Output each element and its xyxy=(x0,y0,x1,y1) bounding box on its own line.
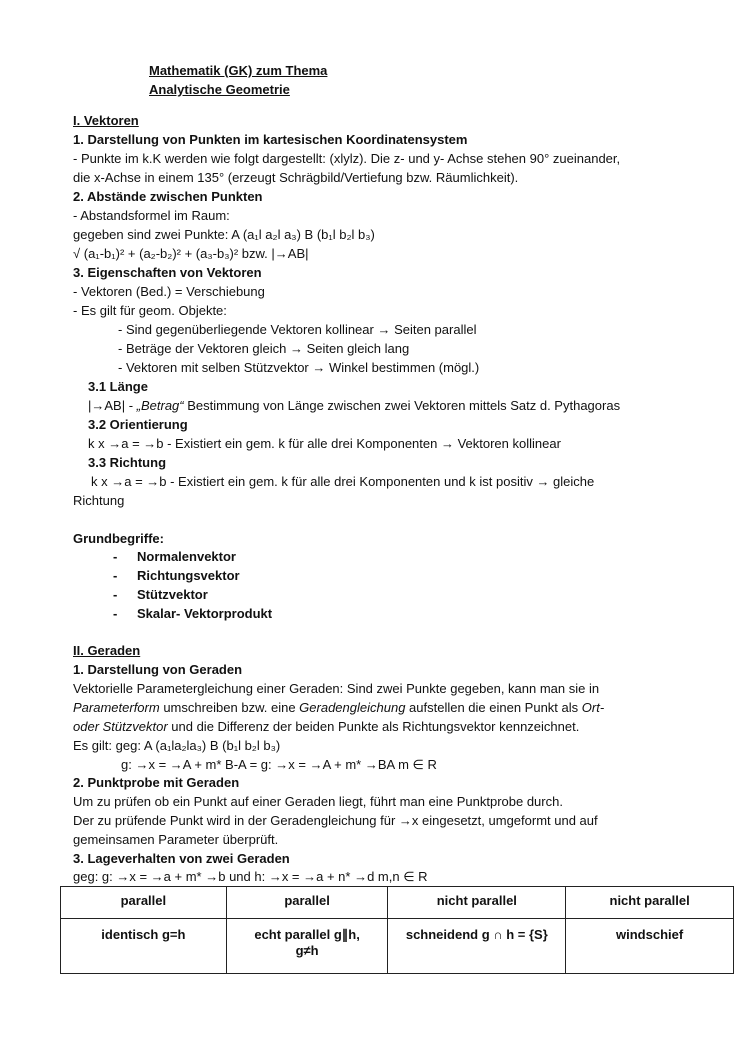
paragraph-line: Der zu prüfende Punkt wird in der Geradengleichung für →x eingesetzt, umgeformt und auf xyxy=(73,813,598,828)
bullet-dash: - xyxy=(113,606,118,621)
grundbegriff-item: Richtungsvektor xyxy=(137,568,240,583)
paragraph-line: - Vektoren (Bed.) = Verschiebung xyxy=(73,284,265,299)
paragraph-line: die x-Achse in einem 135° (erzeugt Schrägbild/Vertiefung bzw. Räumlichkeit). xyxy=(73,170,519,185)
list-item: - Beträge der Vektoren gleich → Seiten gleich lang xyxy=(118,341,410,356)
cell-line: echt parallel g∥h, xyxy=(254,927,360,942)
table-cell: identisch g=h xyxy=(61,919,227,974)
paragraph-line-laenge xyxy=(88,397,620,414)
paragraph-line: Um zu prüfen ob ein Punkt auf einer Geraden liegt, führt man eine Punktprobe durch. xyxy=(73,794,563,809)
bullet-dash: - xyxy=(113,568,118,583)
subheading-abstaende: 2. Abstände zwischen Punkten xyxy=(73,189,263,204)
subheading-laenge: 3.1 Länge xyxy=(88,379,148,394)
paragraph-line: gegeben sind zwei Punkte: A (a₁l a₂l a₃) B (b₁l b₂l b₃) xyxy=(73,227,375,242)
subheading-punktprobe: 2. Punktprobe mit Geraden xyxy=(73,775,240,790)
section-heading-geraden: II. Geraden xyxy=(73,643,141,658)
paragraph-line: k x →a = →b - Existiert ein gem. k für alle drei Komponenten und k ist positiv → gleiche xyxy=(91,474,595,489)
paragraph-line: - Punkte im k.K werden wie folgt dargestellt: (xlylz). Die z- und y- Achse stehen 90° zueinander, xyxy=(73,151,621,166)
italic-term: oder Stützvektor xyxy=(73,719,168,734)
grundbegriff-item: Stützvektor xyxy=(137,587,208,602)
paragraph-line-stuetzvektor xyxy=(73,718,579,735)
paragraph-line: - Abstandsformel im Raum: xyxy=(73,208,230,223)
table-header-cell: nicht parallel xyxy=(388,887,566,919)
paragraph-line: Es gilt: geg: A (a₁la₂la₃) B (b₁l b₂l b₃) xyxy=(73,738,281,753)
table-cell-echt-parallel xyxy=(226,919,388,974)
paragraph-line: Richtung xyxy=(73,493,125,508)
italic-term: Parameterform xyxy=(73,700,160,715)
bullet-dash: - xyxy=(113,587,118,602)
subheading-richtung: 3.3 Richtung xyxy=(88,455,167,470)
paragraph-line: Vektorielle Parametergleichung einer Geraden: Sind zwei Punkte gegeben, kann man sie in xyxy=(73,681,600,696)
subheading-darstellung-geraden: 1. Darstellung von Geraden xyxy=(73,662,243,677)
subheading-eigenschaften: 3. Eigenschaften von Vektoren xyxy=(73,265,262,280)
table-row xyxy=(61,919,734,974)
subheading-lageverhalten: 3. Lageverhalten von zwei Geraden xyxy=(73,851,290,866)
italic-term: Ort- xyxy=(581,700,605,715)
grundbegriff-item: Skalar- Vektorprodukt xyxy=(137,606,273,621)
table-header-cell: parallel xyxy=(61,887,227,919)
paragraph-line: geg: g: →x = →a + m* →b und h: →x = →a + n* →d m,n ∈ R xyxy=(73,869,428,884)
italic-term: „Betrag“ xyxy=(136,398,184,413)
paragraph-line: - Es gilt für geom. Objekte: xyxy=(73,303,227,318)
grundbegriffe-heading: Grundbegriffe: xyxy=(73,531,164,546)
doc-title-line1: Mathematik (GK) zum Thema xyxy=(149,63,328,78)
subheading-darstellung-punkte: 1. Darstellung von Punkten im kartesischen Koordinatensystem xyxy=(73,132,468,147)
italic-term: Geradengleichung xyxy=(299,700,406,715)
table-cell: windschief xyxy=(566,919,734,974)
grundbegriff-item: Normalenvektor xyxy=(137,549,236,564)
table-header-cell: parallel xyxy=(226,887,388,919)
text-span: Bestimmung von Länge zwischen zwei Vektoren mittels Satz d. Pythagoras xyxy=(183,398,621,413)
bullet-dash: - xyxy=(113,549,118,564)
subheading-orientierung: 3.2 Orientierung xyxy=(88,417,188,432)
text-span: aufstellen die einen Punkt als xyxy=(405,700,582,715)
list-item: - Vektoren mit selben Stützvektor → Winkel bestimmen (mögl.) xyxy=(118,360,480,375)
table-header-cell: nicht parallel xyxy=(566,887,734,919)
paragraph-line: gemeinsamen Parameter überprüft. xyxy=(73,832,279,847)
cell-line: g≠h xyxy=(295,943,319,958)
list-item: - Sind gegenüberliegende Vektoren kollinear → Seiten parallel xyxy=(118,322,477,337)
table-header-row xyxy=(61,887,734,919)
lageverhalten-table xyxy=(60,886,734,974)
distance-formula: √ (a₁-b₁)² + (a₂-b₂)² + (a₃-b₃)² bzw. |→AB| xyxy=(73,246,309,261)
section-heading-vektoren: I. Vektoren xyxy=(73,113,139,128)
table-cell: schneidend g ∩ h = {S} xyxy=(388,919,566,974)
paragraph-line-parameterform xyxy=(73,699,604,716)
doc-title-line2: Analytische Geometrie xyxy=(149,82,290,97)
paragraph-line: k x →a = →b - Existiert ein gem. k für alle drei Komponenten → Vektoren kollinear xyxy=(88,436,561,451)
line-equation: g: →x = →A + m* B-A = g: →x = →A + m* →BA m ∈ R xyxy=(121,757,437,772)
text-span: |→AB| - xyxy=(88,398,137,413)
text-span: und die Differenz der beiden Punkte als Richtungsvektor kennzeichnet. xyxy=(167,719,580,734)
text-span: umschreiben bzw. eine xyxy=(159,700,300,715)
